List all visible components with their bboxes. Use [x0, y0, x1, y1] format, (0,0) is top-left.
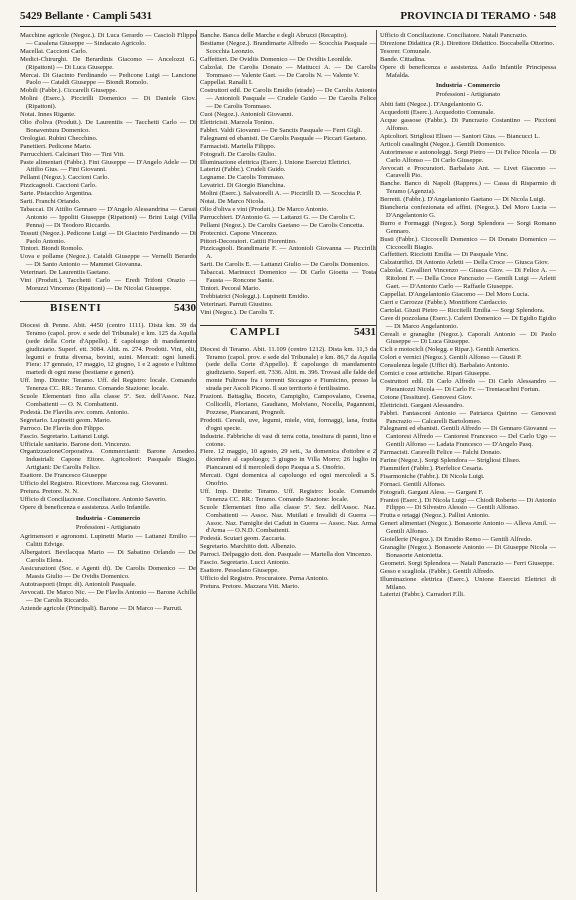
directory-entry: Pizzicagnoli. Brandimarte F. — Antonioli Giovanna — Piccirilli A. [200, 245, 376, 261]
directory-entry: Panettieri. Pedicone Mario. [20, 142, 92, 150]
header-right: PROVINCIA DI TERAMO · 548 [400, 10, 556, 22]
directory-entry: Elettricisti. Marzola Tonino. [200, 118, 274, 126]
directory-entry: Bande. Cittadina. [380, 55, 426, 63]
directory-entry: Consulenza legale (Uffici di). Barbalato Antonio. [380, 362, 510, 370]
section-heading [20, 301, 196, 318]
directory-entry: Olio d'oliva e vini (Produtt.). De Marco Antonio. [200, 205, 329, 213]
header-left: 5429 Bellante · Campli 5431 [20, 10, 152, 22]
directory-entry: Caffettieri. De Ovidiis Domenico — De Ovidiis Leonilde. [200, 55, 353, 63]
subsection-subtitle: Professioni - Artigianato [75, 523, 141, 531]
directory-entry: Paste alimentari (Fabbr.). Fini Giuseppe — D'Angelo Adele — Di Attilio Gius. — Fini Giovanni. [20, 158, 196, 174]
directory-entry: Mobili (Fabbr.). Ciccarelli Giuseppe. [20, 87, 118, 95]
directory-entry: Abiti fatti (Negoz.). D'Angelantonio G. [380, 101, 484, 109]
directory-entry: Cotone (Tessiture). Genovesi Giov. [380, 393, 473, 401]
directory-entry: Farmacisti. Caravelli Felice — Falchi Donato. [380, 449, 502, 457]
directory-entry: OrganizzazioneCorporativa. Commercianti: Barone Amedeo. Industriali: Capone Ettore. Agricoltori: Pasquale Biagio. Artigiani: De Carolis Felice. [20, 448, 196, 472]
directory-entry: Laterizi (Fabbr.). Crudeli Guido. [200, 166, 286, 174]
directory-entry: Podestà. Scutari geom. Zaccaria. [200, 535, 286, 543]
directory-entry: Orologiai. Rubini Checchino. [20, 134, 98, 142]
directory-entry: Autotrasporti (Impr. di). Antonioli Pasquale. [20, 580, 137, 588]
directory-entry: Frantoi (Eserc.). Di Nicola Luigi — Chiodi Roberto — Di Antonio Filippo — Di Silvestro Alessio — Gentili Alfonso. [380, 496, 556, 512]
directory-entry: Assicurazioni (Soc. e Agenti di). De Carolis Domenico — De Massis Giulio — De Ovidis Domenico. [20, 565, 196, 580]
directory-entry: Tintori. Biondi Romolo. [20, 245, 84, 253]
directory-entry: Parroco. De Flaviis don Filippo. [20, 424, 105, 432]
directory-entry: Mercai. Di Giacinto Ferdinando — Pedicone Luigi — Lancione Paolo — Cataldi Giuseppe — Biondi Romolo. [20, 71, 196, 87]
directory-entry: Frazioni. Battaglia, Boceto, Campiglio, Campovalano, Cesena, Collicelli, Floriano, Gaudiano, Molviano, Nocella, Pagannoni, Pozzese, Piancarani, Prognoli. [200, 393, 376, 416]
directory-entry: Pretura. Pretore. N. N. [20, 487, 79, 495]
directory-entry: Pizzicagnoli. Caccioni Carlo. [20, 182, 97, 190]
directory-entry: Articoli casalinghi (Negoz.). Gentili Domenico. [380, 140, 506, 148]
directory-entry: Aziende agricole (Principali). Barone — Di Marco — Parruti. [20, 604, 183, 612]
directory-entry: Colori e vernici (Negoz.). Gentili Alfonso — Giusti P. [380, 354, 522, 362]
subsection-subtitle: Professioni - Artigianato [435, 91, 501, 99]
directory-entry: Legname. De Carolis Tommaso. [200, 174, 285, 182]
directory-entry: Segretario. Lupinetti geom. Mario. [20, 416, 112, 424]
directory-entry: Sarti. De Carolis E. — Lattanzi Giulio — De Carolis Domenico. [200, 261, 370, 269]
directory-entry: Vini (Produtt.). Tacchetti Carlo — Eredi Trifoni Orazio — Moruzzi Vincenzo (Ripattoni) — De Nicolai Giuseppe. [20, 277, 196, 292]
directory-entry: Costruttori edil. Di Carlo Alfredo — Di Carlo Alessandro — Pierantozzi Nicola — Di Carlo Fr. — Trentacarlini Fortun. [380, 377, 556, 393]
directory-entry: Apicoltori. Strigliosi Eliseo — Santori Gius. — Biancucci L. [380, 132, 540, 140]
directory-entry: Frutta e ortaggi (Negoz.). Pallini Antonio. [380, 512, 490, 520]
directory-entry: Cappellai. Ranalli I. [200, 79, 253, 87]
directory-entry: Parroci. Delpaggio dott. don. Pasquale — Martella don Vincenzo. [200, 551, 373, 559]
directory-entry: Cartolai. Giusti Pietro — Riccitelli Emilia — Sorgi Splendora. [380, 306, 545, 314]
directory-entry: Scuole Elementari fino alla classe 5ª. Sez. dell'Assoc. Naz. Combattenti — O. N. Combattenti. [20, 393, 196, 408]
directory-entry: Farine (Negoz.). Sorgi Splendora — Strigliosi Eliseo. [380, 457, 521, 465]
directory-entry: Tessuti (Negoz.). Pedicone Luigi — Di Giacinto Ferdinando — Di Paolo Antonio. [20, 229, 196, 245]
directory-entry: Parrucchieri. Calcinari Tito — Tini Vitt. [20, 150, 125, 158]
directory-entry: Cave di pozzolana (Eserc.). Caferri Domenico — Di Egidio Egidio — Di Marco Angelantonio. [380, 314, 556, 330]
directory-entry: Fabbri. Valdi Giovanni — De Sanctis Pasquale — Ferri Gigli. [200, 126, 363, 134]
directory-entry: Fascio. Segretario. Lucci Antonio. [200, 559, 290, 567]
directory-entry: Opere di beneficenza e assistenza. Asilo Infantile. [20, 503, 151, 511]
directory-entry: Direzione Didattica (R.). Direttore Didattico. Boccabella Ottorino. [380, 39, 555, 47]
directory-entry: Busti (Fabbr.). Ciccocelli Domenico — Di Donato Domenico — Ciccocelli Biagio. [380, 235, 556, 251]
directory-entry: Opere di beneficenza e assistenza. Asilo Infantile Principessa Mafalda. [380, 63, 556, 79]
directory-entry: Gioiellerie (Negoz.). Di Emidio Remo — Gentili Alfredo. [380, 536, 532, 544]
directory-entry: Sarti. Franchi Oriando. [20, 198, 81, 206]
directory-entry: Macchine agricole (Negoz.). Di Luca Gerardo — Cascioli Filippo — Casalena Giuseppe — Sindacato Agricolo. [20, 32, 196, 47]
directory-entry: Segretario. Marchitto dott. Albenzio. [200, 543, 297, 551]
directory-entry: Ufficio del Registro. Procuratore. Perna Antonio. [200, 574, 329, 582]
directory-entry: Costruttori edil. De Carolis Emidio (strade) — De Carolis Antonio — Antonioli Pasquale — Crudele Guido — De Carolis Felice — De Carolis Tommaso. [200, 87, 376, 111]
directory-entry: Uova e pollame (Negoz.). Cataldi Giuseppe — Vernelli Berardo — Di Santo Antonio — Mammei Giovanna. [20, 253, 196, 269]
directory-entry: Notai. Innes Rigante. [20, 111, 76, 119]
directory-entry: Ufficiale sanitario. Barone dott. Vincenzo. [20, 440, 131, 448]
section-code: 5430 [174, 301, 196, 314]
directory-entry: Falegnami ed ebanisti. Gentili Alfredo — Di Gennaro Giovanni — Cantoresi Alfredo — Cantoresi Francesco — Del Carlo Ugo — Gentili Alfonso — Ladata Francesco — D'Angelo Pasq. [380, 425, 556, 449]
directory-entry: Elettricisti. Gargani Alessandro. [380, 401, 464, 409]
directory-entry: Notai. De Marco Nicola. [200, 198, 265, 206]
section-name: CAMPLI [230, 325, 281, 338]
directory-entry: Cicli e motocicli (Nolegg. e Ripar.). Gentili Americo. [380, 346, 520, 354]
directory-entry: Banche. Banca delle Marche e degli Abruzzi (Recapito). [200, 32, 348, 39]
directory-entry: Acquedotti (Eserc.). Acquedotto Comunale. [380, 109, 495, 117]
directory-entry: Ufficio del Registro. Ricevitore. Marcosa rag. Giovanni. [20, 480, 168, 488]
directory-entry: Granaglie (Negoz.). Bonasorte Antonio — Di Giuseppe Nicola — Bonasorte Antonietta. [380, 544, 556, 559]
directory-entry: Cornici e cose artistiche. Ripari Giuseppe. [380, 370, 491, 378]
directory-entry: Autorimesse e autonoleggi. Sorgi Pietro — Di Felice Nicola — Di Carlo Alfonso — Di Carlo Giuseppe. [380, 148, 556, 164]
subsection-title: Industria - Commercio [435, 82, 501, 90]
directory-entry: Podestà. De Flavilis avv. comm. Antonio. [20, 408, 129, 416]
directory-entry: Veterinari. Parruti Giustino. [200, 300, 273, 308]
section-code: 5431 [354, 325, 376, 338]
section-intro: Diocesi di Teramo. Abit. 11.109 (centro 1212). Dista km. 11,3 da Teramo (capol. prov. e sede del Tribunale) e km. 86,7 da Aquila (sede della Corte d'Appello). È capoluogo di mandamento giudiziario. Superf. ett. 7336. Altit. m. 396. Trovasi alle falde del monte Fultrone fra i torrenti Siccagno e Fiumicino, presso la strada per Ascoli Piceno. Il suo territorio è fertilissimo. [200, 345, 376, 393]
directory-entry: Cereali e granaglie (Negoz.). Caporali Antonio — Di Paolo Giuseppe — Di Luca Giuseppe. [380, 330, 556, 346]
directory-entry: Calzolai. Cavallieri Vincenzo — Giusca Giov. — Di Felice A. — Ritoloni F. — Della Croce Pancrazio — Gentili Luigi — Arletti Gaet. — D'Antonio Carlo — Raffaele Giuseppe. [380, 267, 556, 291]
directory-entry: Industrie. Fabbriche di vasi di terra cotta, tessitura di panni, lino e cotone. [200, 432, 376, 448]
directory-entry: Banche. Banco di Napoli (Rappres.) — Cassa di Risparmio di Teramo (Agenzia). [380, 180, 556, 196]
directory-entry: Olio d'oliva (Produtt.). De Laurentiis — Tacchetti Carlo — Di Bonaventura Domenico. [20, 118, 196, 134]
directory-entry: Vini (Negoz.). De Carolis T. [200, 308, 275, 316]
directory-entry: Levatrici. Di Giorgio Bianchina. [200, 182, 286, 190]
directory-entry: Carri e Carrozze (Fabbr.). Montifiore Cardaccio. [380, 298, 508, 306]
directory-entry: Fiammiferi (Fabbr.). Pierfelice Cesaria. [380, 464, 484, 472]
directory-entry: Burro e Formaggi (Negoz.). Sorgi Splendora — Sorgi Romano Gennaro. [380, 219, 556, 235]
directory-entry: Ufficio di Conciliazione. Conciliatore. Natali Pancrazio. [380, 32, 528, 39]
directory-entry: Albergatori. Bevilacqua Mario — Di Sabatino Orlando — De Carolis Elena. [20, 549, 196, 565]
directory-entry: Pretura. Pretore. Mazzara Vitt. Mario. [200, 582, 300, 590]
directory-entry: Geometri. Sorgi Splendora — Natali Pancrazio — Ferri Giuseppe. [380, 559, 555, 567]
directory-entry: Illuminazione elettrica (Eserc.). Unione Esercizi Elettrici. [200, 158, 351, 166]
section-heading [200, 325, 376, 342]
directory-entry: Agrimensori e agronomi. Lupinetti Mario — Lattanzi Emilio — Calitti Edvige. [20, 533, 196, 549]
directory-entry: Tabaccai. Marinucci Domenico — Di Carlo Gioetta — Tosta Fausta — Roncone Sante. [200, 269, 376, 285]
directory-entry: Tabaccai. Di Attilio Gennaro — D'Angelo Alessandrina — Carusi Antonio — Ippoliti Giuseppe (Ripattoni) — Brini Luigi (Villa Penna) — Di Teodoro Riccardo. [20, 205, 196, 229]
directory-entry: Esattore. De Francesco Giuseppe [20, 472, 107, 480]
directory-entry: Cuoi (Negoz.). Antonioli Giovanni. [200, 111, 294, 119]
directory-entry: Fabbri. Fantasconi Antonio — Patriarca Quirino — Genovesi Pancrazio — Calcarelli Bartolomeo. [380, 409, 556, 425]
directory-entry: Caffettieri. Ricciotti Emilia — Di Pasquale Vinc. [380, 251, 509, 259]
directory-entry: Ufficio di Conciliazione. Conciliatore. Antonio Saverio. [20, 495, 167, 503]
column-2 [200, 32, 376, 892]
directory-entry: Prodotti. Cereali, uve, legumi, miele, vini, formaggi, lana, frutta d'ogni specie. [200, 416, 376, 432]
directory-entry: Pittori-Decoratori. Cattiti Fiorentino. [200, 237, 297, 245]
directory-entry: Veterinari. De Laurentiis Gaetano. [20, 269, 110, 277]
subsection-title: Industria - Commercio [75, 514, 141, 522]
directory-entry: Pellami (Negoz.). De Carolis Gaetano — De Carolis Concetta. [200, 221, 365, 229]
directory-entry: Fornaci. Gentili Alfonso. [380, 480, 446, 488]
directory-entry: Illuminazione elettrica (Eserc.). Unione Esercizi Elettrici di Milano. [380, 575, 556, 591]
page-header [20, 6, 556, 27]
directory-entry: Trebbiatrici (Noleggi.). Lupinetti Emidio. [200, 292, 310, 300]
directory-entry: Sarte. Pistacchio Argentina. [20, 190, 93, 198]
directory-entry: Uff. Imp. Dirette: Teramo. Uff. del Registro: locale. Comando Tenenza CC. RR.: Teramo. Comando Stazione: locale. [20, 377, 196, 393]
directory-entry: Fascio. Segretario. Lattanzi Luigi. [20, 432, 110, 440]
directory-entry: Tintori. Pecoral Mario. [200, 285, 261, 292]
directory-entry: Bestiame (Negoz.). Brandimarte Alfredo — Scocchia Pasquale — Scocchia Leonzio. [200, 39, 376, 55]
directory-entry: Fiere. 12 maggio, 10 agosto, 29 sett., 3a domenica d'ottobre e 2 dicembre al capoluogo; 3 giugno in Villa Morre; 26 luglio in Piancarani ed il mercoledì dopo Pasqua a S. Onofrio. [200, 448, 376, 472]
directory-entry: Fotografi. De Carolis Giulio. [200, 150, 276, 158]
directory-entry: Parrucchieri. D'Antonio G. — Lattanzi G. — De Carolis C. [200, 213, 356, 221]
directory-entry: Molini (Eserc.). Piccirilli Domenico — Di Daniele Giov. (Ripattoni). [20, 95, 196, 111]
directory-entry: Tesorer. Comunale. [380, 47, 431, 55]
column-divider [376, 30, 377, 892]
directory-entry: Fotografi. Gargani Aless. — Gargani F. [380, 488, 484, 496]
column-divider [196, 30, 197, 892]
column-1 [20, 32, 196, 892]
directory-entry: Esattore. Pessolano Giuseppe. [200, 567, 279, 574]
directory-entry: Scuole Elementari fino alla classe 5ª. Sez. dell'Assoc. Naz. Combattenti — Assoc. Naz. Mutilati e Invalidi di Guerra — Assoc. Naz. Famiglie dei Caduti in Guerra — Assoc. Naz. Arma d'Arma — O.N.D. Combattenti. [200, 503, 376, 535]
directory-entry: Avvocati e Procuratori. Barbalato Ant. — Livet Giacomo — Caravelli Pio. [380, 164, 556, 180]
section-name: BISENTI [50, 301, 102, 314]
directory-entry: Calzaturifici. Di Antonio Arletti — Della Croce — Giusca Giov. [380, 259, 549, 267]
directory-entry: Molini (Eserc.). Salvatorelli A. — Piccirilli D. — Scocchia P. [200, 190, 362, 198]
directory-entry: Gesso e scagliola. (Fabbr.). Gentili Alfredo. [380, 567, 495, 575]
directory-entry: Fisarmoniche (Fabbr.). Di Nicola Luigi. [380, 472, 485, 480]
column-3 [380, 32, 556, 892]
section-intro: Diocesi di Penne. Abit. 4450 (centro 1111). Dista km. 39 da Teramo (capol. prov. e sede del Tribunale) e km. 125 da Aquila (sede della Corte d'Appello). È capoluogo di mandamento giudiziario. Superf. ett. 3084. Altit. m. 274. Prodotti. Vini, olii, legumi e frutta diversa, bovini, suini. Mercati: ogni lunedì. Fiera: 17 gennaio, 17 maggio, 12 giugno, 1 e 2 agosto e l'ultimo martedì di ogni mese (bestiame e generi). [20, 321, 196, 377]
directory-entry: Falegnami ed ebanisti. De Carolis Pasquale — Piccari Gaetano. [200, 134, 367, 142]
directory-entry: Macellai. Caccioni Carlo. [20, 47, 88, 55]
directory-entry: Protecnici. Capone Vincenzo. [200, 229, 278, 237]
directory-entry: Cappellai. D'Angelantonio Giacomo — Del Moro Lucia. [380, 291, 530, 298]
directory-entry: Mercati. Ogni domenica al capoluogo ed ogni mercoledì a S. Onofrio. [200, 472, 376, 488]
directory-entry: Biancheria confezionata ed affini. (Negoz.). Del Moro Lucia — D'Angelantonio G. [380, 204, 556, 219]
directory-entry: Generi alimentari (Negoz.). Bonasorte Antonio — Alleva Amil. — Gentili Alfonso. [380, 520, 556, 536]
directory-entry: Berretti. (Fabbr.). D'Angelantonio Gaetano — Di Nicola Luigi. [380, 196, 546, 204]
directory-entry: Uff. Imp. Dirette: Teramo. Uff. Registro: locale. Comando Tenenza CC. RR.: Teramo. Comando Stazione: locale. [200, 487, 376, 503]
directory-entry: Farmacisti. Martella Filippo. [200, 142, 276, 150]
directory-entry: Medici-Chirurghi. De Berardinis Giacomo — Ancelozzi G. (Ripattoni) — Di Luca Giuseppe. [20, 55, 196, 71]
directory-entry: Pellami (Negoz.). Caccioni Carlo. [20, 174, 110, 182]
directory-entry: Calzolai. De Carolis Donato — Mattucci A. — De Carolis Tommaso — Valente Gaet. — De Carolis N. — Valente V. [200, 63, 376, 79]
directory-entry: Acque gassose (Fabbr.). Di Pancrazio Costantino — Piccioni Alfonso. [380, 117, 556, 132]
directory-entry: Avvocati. De Marco Nic. — De Flavlis Antonio — Barone Achille — De Carolis Riccardo. [20, 588, 196, 604]
directory-entry: Laterizi (Fabbr.). Carradori F.lli. [380, 591, 465, 599]
